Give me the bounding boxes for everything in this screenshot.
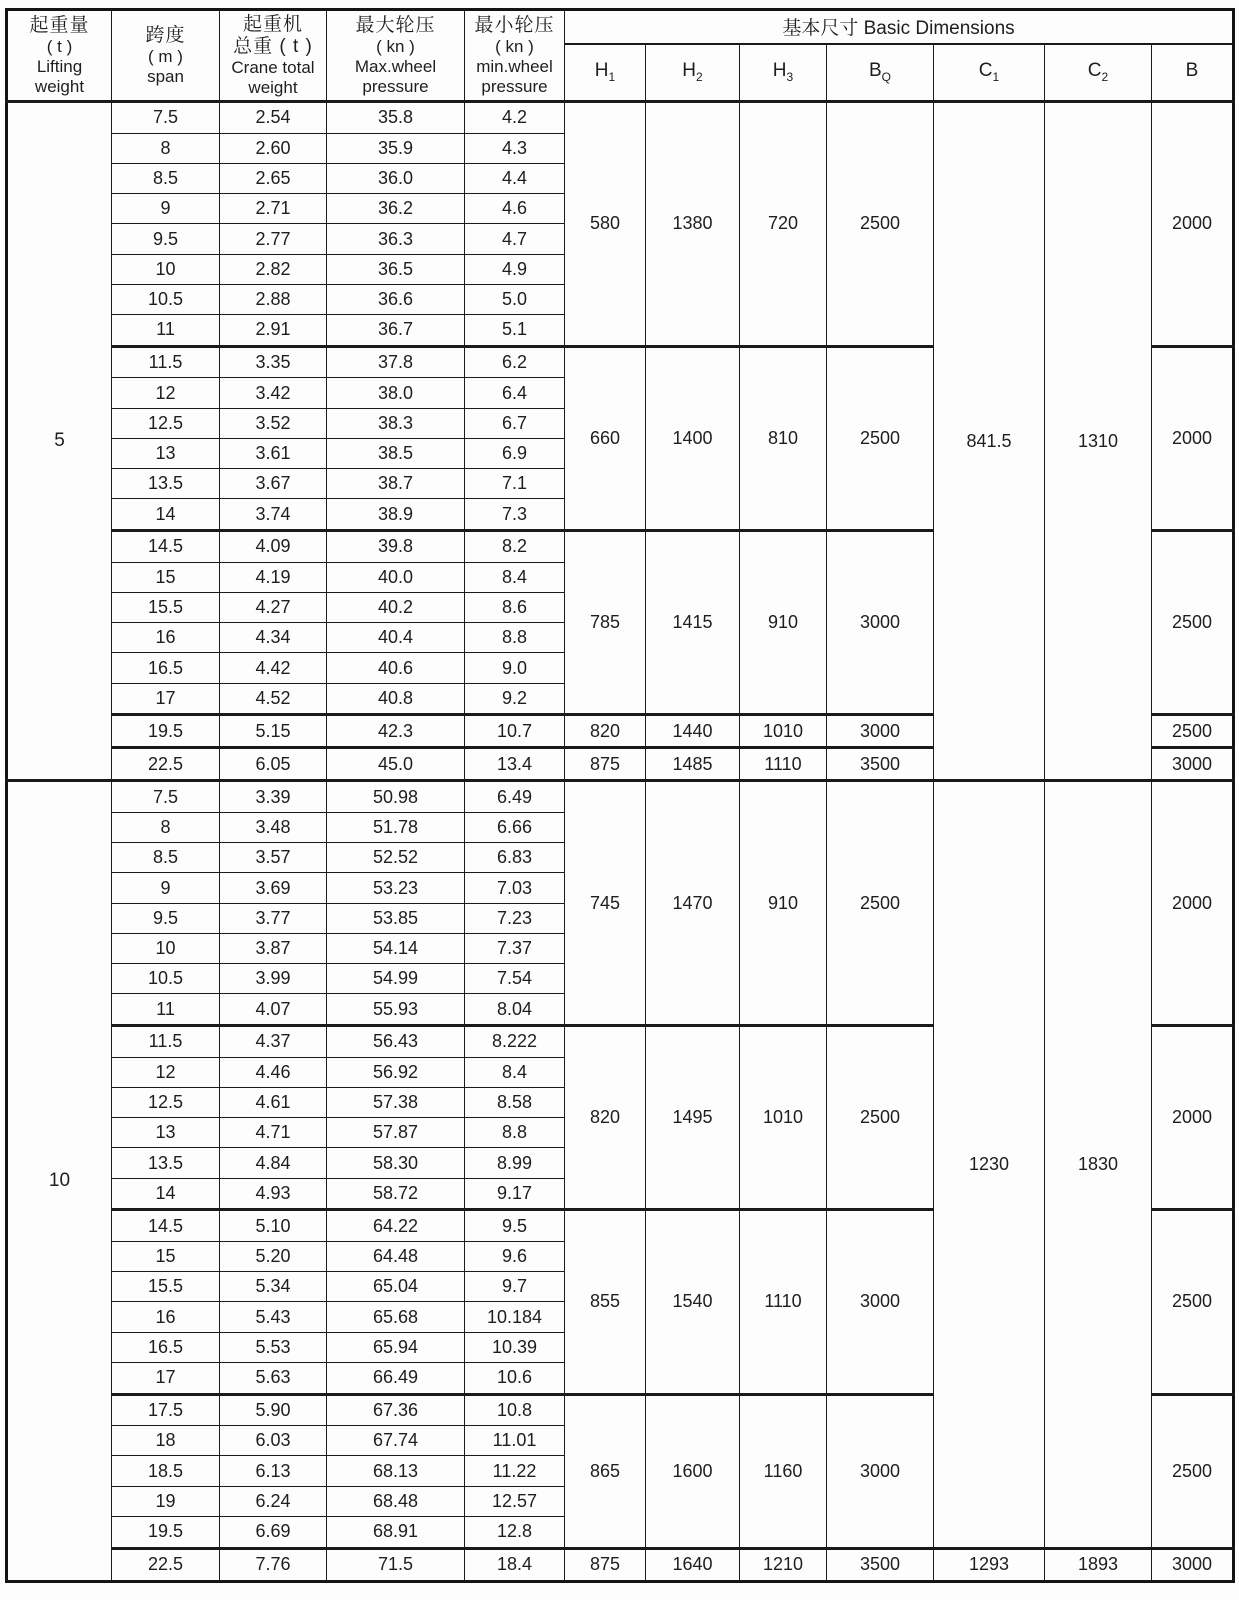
header-crane-total-weight-unit: 总重 ( t ) <box>233 35 313 57</box>
header-crane-total-weight <box>220 10 327 102</box>
cell-crane-total-weight: 3.52 <box>220 408 327 438</box>
cell-min-wheel-pressure: 5.1 <box>465 315 565 347</box>
header-min-wheel-en1: min.wheel <box>476 57 553 77</box>
cell-h2: 1600 <box>646 1394 740 1548</box>
cell-h1: 580 <box>565 102 646 347</box>
header-lifting-weight-unit: ( t ) <box>46 37 73 57</box>
cell-min-wheel-pressure: 10.7 <box>465 715 565 748</box>
cell-min-wheel-pressure: 10.6 <box>465 1362 565 1394</box>
cell-span: 16 <box>112 623 220 653</box>
header-min-wheel-zh: 最小轮压 <box>474 14 555 36</box>
cell-crane-total-weight: 4.61 <box>220 1087 327 1117</box>
cell-span: 11.5 <box>112 1026 220 1058</box>
cell-b: 3000 <box>1152 748 1234 781</box>
cell-crane-total-weight: 5.53 <box>220 1332 327 1362</box>
cell-span: 17 <box>112 683 220 715</box>
cell-min-wheel-pressure: 12.57 <box>465 1486 565 1516</box>
cell-max-wheel-pressure: 40.6 <box>327 653 465 683</box>
cell-max-wheel-pressure: 57.38 <box>327 1087 465 1117</box>
cell-span: 13 <box>112 1118 220 1148</box>
cell-span: 8.5 <box>112 843 220 873</box>
cell-min-wheel-pressure: 4.4 <box>465 163 565 193</box>
cell-max-wheel-pressure: 66.49 <box>327 1362 465 1394</box>
cell-span: 17 <box>112 1362 220 1394</box>
cell-span: 13.5 <box>112 1148 220 1178</box>
header-span-unit: ( m ) <box>148 46 183 66</box>
cell-h2: 1495 <box>646 1026 740 1210</box>
cell-bq: 2500 <box>827 1026 934 1210</box>
cell-h2: 1485 <box>646 748 740 781</box>
cell-min-wheel-pressure: 6.49 <box>465 781 565 813</box>
header-crane-total-weight-zh: 起重机 <box>242 13 303 35</box>
cell-span: 8 <box>112 133 220 163</box>
cell-min-wheel-pressure: 6.66 <box>465 812 565 842</box>
cell-h3: 1110 <box>740 1210 827 1394</box>
cell-span: 22.5 <box>112 1548 220 1582</box>
cell-min-wheel-pressure: 6.7 <box>465 408 565 438</box>
cell-min-wheel-pressure: 8.8 <box>465 623 565 653</box>
cell-b: 2500 <box>1152 1394 1234 1548</box>
header-c1: $C_1$ <box>934 44 1045 102</box>
cell-crane-total-weight: 2.65 <box>220 163 327 193</box>
cell-span: 22.5 <box>112 748 220 781</box>
header-basic-dimensions: 基本尺寸 Basic Dimensions <box>565 10 1234 44</box>
cell-max-wheel-pressure: 57.87 <box>327 1118 465 1148</box>
cell-max-wheel-pressure: 65.94 <box>327 1332 465 1362</box>
header-lifting-weight-en2: weight <box>34 76 85 96</box>
header-h1: $H_1$ <box>565 44 646 102</box>
cell-c2: 1830 <box>1045 781 1152 1548</box>
cell-h2: 1540 <box>646 1210 740 1394</box>
cell-min-wheel-pressure: 7.3 <box>465 499 565 531</box>
cell-h2: 1640 <box>646 1548 740 1582</box>
cell-max-wheel-pressure: 64.22 <box>327 1210 465 1242</box>
header-min-wheel-pressure <box>465 10 565 102</box>
cell-min-wheel-pressure: 5.0 <box>465 284 565 314</box>
cell-crane-total-weight: 5.34 <box>220 1272 327 1302</box>
cell-bq: 3000 <box>827 1394 934 1548</box>
cell-max-wheel-pressure: 36.5 <box>327 254 465 284</box>
cell-crane-total-weight: 6.13 <box>220 1456 327 1486</box>
cell-min-wheel-pressure: 7.37 <box>465 933 565 963</box>
cell-crane-total-weight: 2.91 <box>220 315 327 347</box>
cell-span: 15 <box>112 1241 220 1271</box>
cell-crane-total-weight: 5.15 <box>220 715 327 748</box>
header-bq: $B_Q$ <box>827 44 934 102</box>
cell-min-wheel-pressure: 6.4 <box>465 378 565 408</box>
cell-max-wheel-pressure: 56.43 <box>327 1026 465 1058</box>
cell-crane-total-weight: 4.84 <box>220 1148 327 1178</box>
cell-min-wheel-pressure: 18.4 <box>465 1548 565 1582</box>
cell-span: 19.5 <box>112 1516 220 1548</box>
header-crane-total-weight-en1: Crane total <box>231 58 315 78</box>
cell-span: 15 <box>112 562 220 592</box>
cell-crane-total-weight: 5.43 <box>220 1302 327 1332</box>
cell-span: 12 <box>112 378 220 408</box>
cell-max-wheel-pressure: 68.91 <box>327 1516 465 1548</box>
header-max-wheel-unit: ( kn ) <box>376 37 415 57</box>
header-max-wheel-pressure <box>327 10 465 102</box>
cell-span: 12 <box>112 1057 220 1087</box>
cell-min-wheel-pressure: 11.22 <box>465 1456 565 1486</box>
header-span <box>112 10 220 102</box>
cell-b: 2500 <box>1152 531 1234 715</box>
cell-h2: 1415 <box>646 531 740 715</box>
cell-max-wheel-pressure: 53.85 <box>327 903 465 933</box>
cell-span: 18 <box>112 1426 220 1456</box>
cell-span: 8.5 <box>112 163 220 193</box>
cell-max-wheel-pressure: 36.0 <box>327 163 465 193</box>
cell-max-wheel-pressure: 38.7 <box>327 469 465 499</box>
cell-span: 16.5 <box>112 1332 220 1362</box>
cell-crane-total-weight: 3.61 <box>220 438 327 468</box>
cell-span: 19.5 <box>112 715 220 748</box>
cell-span: 11 <box>112 994 220 1026</box>
cell-max-wheel-pressure: 56.92 <box>327 1057 465 1087</box>
cell-h3: 1210 <box>740 1548 827 1582</box>
cell-c1: 1293 <box>934 1548 1045 1582</box>
cell-span: 10 <box>112 933 220 963</box>
cell-crane-total-weight: 6.05 <box>220 748 327 781</box>
header-min-wheel-en2: pressure <box>481 76 548 96</box>
header-span-zh: 跨度 <box>145 24 186 46</box>
cell-min-wheel-pressure: 4.2 <box>465 102 565 134</box>
cell-h2: 1470 <box>646 781 740 1026</box>
cell-span: 7.5 <box>112 102 220 134</box>
cell-span: 13.5 <box>112 469 220 499</box>
cell-span: 10.5 <box>112 964 220 994</box>
cell-crane-total-weight: 4.93 <box>220 1178 327 1210</box>
cell-span: 16.5 <box>112 653 220 683</box>
cell-min-wheel-pressure: 8.6 <box>465 592 565 622</box>
cell-bq: 3500 <box>827 1548 934 1582</box>
header-h2: $H_2$ <box>646 44 740 102</box>
crane-spec-table <box>5 8 1235 1583</box>
cell-min-wheel-pressure: 6.2 <box>465 346 565 378</box>
cell-b: 2500 <box>1152 715 1234 748</box>
cell-min-wheel-pressure: 6.9 <box>465 438 565 468</box>
cell-crane-total-weight: 2.82 <box>220 254 327 284</box>
header-h3: $H_3$ <box>740 44 827 102</box>
cell-crane-total-weight: 4.42 <box>220 653 327 683</box>
cell-min-wheel-pressure: 9.0 <box>465 653 565 683</box>
header-lifting-weight <box>7 10 112 102</box>
cell-min-wheel-pressure: 9.5 <box>465 1210 565 1242</box>
cell-c1: 1230 <box>934 781 1045 1548</box>
cell-max-wheel-pressure: 51.78 <box>327 812 465 842</box>
cell-h3: 910 <box>740 531 827 715</box>
cell-span: 12.5 <box>112 408 220 438</box>
cell-min-wheel-pressure: 7.1 <box>465 469 565 499</box>
cell-min-wheel-pressure: 4.6 <box>465 194 565 224</box>
cell-c2: 1893 <box>1045 1548 1152 1582</box>
cell-span: 9 <box>112 194 220 224</box>
cell-max-wheel-pressure: 42.3 <box>327 715 465 748</box>
cell-min-wheel-pressure: 10.8 <box>465 1394 565 1426</box>
cell-crane-total-weight: 7.76 <box>220 1548 327 1582</box>
cell-max-wheel-pressure: 38.0 <box>327 378 465 408</box>
cell-max-wheel-pressure: 53.23 <box>327 873 465 903</box>
cell-b: 2000 <box>1152 346 1234 530</box>
cell-min-wheel-pressure: 7.03 <box>465 873 565 903</box>
cell-crane-total-weight: 2.71 <box>220 194 327 224</box>
cell-span: 18.5 <box>112 1456 220 1486</box>
header-row-top <box>7 10 1234 44</box>
cell-span: 13 <box>112 438 220 468</box>
cell-crane-total-weight: 2.54 <box>220 102 327 134</box>
cell-max-wheel-pressure: 45.0 <box>327 748 465 781</box>
cell-min-wheel-pressure: 8.8 <box>465 1118 565 1148</box>
cell-h1: 875 <box>565 1548 646 1582</box>
cell-span: 19 <box>112 1486 220 1516</box>
cell-h1: 865 <box>565 1394 646 1548</box>
cell-crane-total-weight: 3.77 <box>220 903 327 933</box>
header-crane-total-weight-en2: weight <box>248 77 298 97</box>
cell-crane-total-weight: 3.99 <box>220 964 327 994</box>
cell-bq: 2500 <box>827 346 934 530</box>
cell-min-wheel-pressure: 8.4 <box>465 562 565 592</box>
cell-crane-total-weight: 5.10 <box>220 1210 327 1242</box>
cell-max-wheel-pressure: 64.48 <box>327 1241 465 1271</box>
cell-crane-total-weight: 2.88 <box>220 284 327 314</box>
cell-lifting-weight: 10 <box>7 781 112 1582</box>
cell-h3: 1010 <box>740 1026 827 1210</box>
cell-h3: 810 <box>740 346 827 530</box>
cell-crane-total-weight: 5.90 <box>220 1394 327 1426</box>
cell-min-wheel-pressure: 12.8 <box>465 1516 565 1548</box>
cell-span: 14 <box>112 499 220 531</box>
cell-min-wheel-pressure: 9.7 <box>465 1272 565 1302</box>
cell-h3: 1110 <box>740 748 827 781</box>
cell-h3: 910 <box>740 781 827 1026</box>
cell-bq: 3000 <box>827 1210 934 1394</box>
cell-min-wheel-pressure: 8.4 <box>465 1057 565 1087</box>
cell-min-wheel-pressure: 8.2 <box>465 531 565 563</box>
cell-max-wheel-pressure: 36.2 <box>327 194 465 224</box>
header-lifting-weight-zh: 起重量 <box>29 14 90 36</box>
cell-crane-total-weight: 6.03 <box>220 1426 327 1456</box>
cell-min-wheel-pressure: 8.58 <box>465 1087 565 1117</box>
cell-crane-total-weight: 6.69 <box>220 1516 327 1548</box>
cell-crane-total-weight: 2.60 <box>220 133 327 163</box>
cell-max-wheel-pressure: 37.8 <box>327 346 465 378</box>
cell-min-wheel-pressure: 4.7 <box>465 224 565 254</box>
cell-span: 12.5 <box>112 1087 220 1117</box>
cell-min-wheel-pressure: 9.6 <box>465 1241 565 1271</box>
cell-min-wheel-pressure: 11.01 <box>465 1426 565 1456</box>
cell-max-wheel-pressure: 39.8 <box>327 531 465 563</box>
cell-crane-total-weight: 4.34 <box>220 623 327 653</box>
cell-max-wheel-pressure: 36.3 <box>327 224 465 254</box>
cell-max-wheel-pressure: 35.9 <box>327 133 465 163</box>
cell-span: 16 <box>112 1302 220 1332</box>
table-row <box>7 102 1234 134</box>
cell-crane-total-weight: 3.42 <box>220 378 327 408</box>
cell-max-wheel-pressure: 58.72 <box>327 1178 465 1210</box>
cell-span: 14.5 <box>112 531 220 563</box>
cell-max-wheel-pressure: 67.74 <box>327 1426 465 1456</box>
header-min-wheel-unit: ( kn ) <box>495 37 534 57</box>
cell-crane-total-weight: 6.24 <box>220 1486 327 1516</box>
cell-max-wheel-pressure: 40.0 <box>327 562 465 592</box>
cell-min-wheel-pressure: 4.3 <box>465 133 565 163</box>
cell-bq: 2500 <box>827 102 934 347</box>
cell-span: 15.5 <box>112 1272 220 1302</box>
cell-min-wheel-pressure: 10.39 <box>465 1332 565 1362</box>
cell-max-wheel-pressure: 40.4 <box>327 623 465 653</box>
cell-bq: 2500 <box>827 781 934 1026</box>
cell-lifting-weight: 5 <box>7 102 112 781</box>
cell-max-wheel-pressure: 54.14 <box>327 933 465 963</box>
cell-crane-total-weight: 4.52 <box>220 683 327 715</box>
cell-span: 14.5 <box>112 1210 220 1242</box>
cell-min-wheel-pressure: 10.184 <box>465 1302 565 1332</box>
cell-max-wheel-pressure: 58.30 <box>327 1148 465 1178</box>
cell-crane-total-weight: 3.48 <box>220 812 327 842</box>
cell-crane-total-weight: 3.74 <box>220 499 327 531</box>
cell-b: 2000 <box>1152 781 1234 1026</box>
cell-min-wheel-pressure: 9.2 <box>465 683 565 715</box>
cell-h2: 1380 <box>646 102 740 347</box>
cell-h3: 1160 <box>740 1394 827 1548</box>
header-max-wheel-zh: 最大轮压 <box>355 14 436 36</box>
cell-bq: 3500 <box>827 748 934 781</box>
cell-crane-total-weight: 4.19 <box>220 562 327 592</box>
cell-min-wheel-pressure: 8.222 <box>465 1026 565 1058</box>
cell-max-wheel-pressure: 38.3 <box>327 408 465 438</box>
table-row <box>7 781 1234 813</box>
cell-min-wheel-pressure: 9.17 <box>465 1178 565 1210</box>
cell-h2: 1440 <box>646 715 740 748</box>
cell-h2: 1400 <box>646 346 740 530</box>
cell-span: 17.5 <box>112 1394 220 1426</box>
cell-max-wheel-pressure: 50.98 <box>327 781 465 813</box>
cell-c1: 841.5 <box>934 102 1045 781</box>
cell-span: 11.5 <box>112 346 220 378</box>
cell-min-wheel-pressure: 4.9 <box>465 254 565 284</box>
cell-crane-total-weight: 4.71 <box>220 1118 327 1148</box>
cell-span: 9.5 <box>112 903 220 933</box>
cell-crane-total-weight: 5.20 <box>220 1241 327 1271</box>
cell-h1: 785 <box>565 531 646 715</box>
cell-crane-total-weight: 3.57 <box>220 843 327 873</box>
cell-max-wheel-pressure: 68.48 <box>327 1486 465 1516</box>
cell-h1: 660 <box>565 346 646 530</box>
cell-max-wheel-pressure: 40.8 <box>327 683 465 715</box>
cell-min-wheel-pressure: 13.4 <box>465 748 565 781</box>
cell-max-wheel-pressure: 65.04 <box>327 1272 465 1302</box>
cell-crane-total-weight: 4.09 <box>220 531 327 563</box>
cell-max-wheel-pressure: 68.13 <box>327 1456 465 1486</box>
cell-max-wheel-pressure: 38.5 <box>327 438 465 468</box>
cell-crane-total-weight: 4.37 <box>220 1026 327 1058</box>
cell-crane-total-weight: 4.27 <box>220 592 327 622</box>
cell-span: 10.5 <box>112 284 220 314</box>
cell-h3: 720 <box>740 102 827 347</box>
cell-min-wheel-pressure: 7.23 <box>465 903 565 933</box>
cell-span: 10 <box>112 254 220 284</box>
cell-min-wheel-pressure: 6.83 <box>465 843 565 873</box>
cell-crane-total-weight: 3.87 <box>220 933 327 963</box>
cell-h1: 745 <box>565 781 646 1026</box>
cell-min-wheel-pressure: 7.54 <box>465 964 565 994</box>
header-lifting-weight-en1: Lifting <box>36 57 83 77</box>
cell-max-wheel-pressure: 36.6 <box>327 284 465 314</box>
cell-crane-total-weight: 3.39 <box>220 781 327 813</box>
cell-crane-total-weight: 2.77 <box>220 224 327 254</box>
cell-span: 15.5 <box>112 592 220 622</box>
cell-span: 9.5 <box>112 224 220 254</box>
cell-span: 9 <box>112 873 220 903</box>
cell-max-wheel-pressure: 36.7 <box>327 315 465 347</box>
header-c2: $C_2$ <box>1045 44 1152 102</box>
cell-b: 2500 <box>1152 1210 1234 1394</box>
cell-min-wheel-pressure: 8.99 <box>465 1148 565 1178</box>
cell-crane-total-weight: 3.35 <box>220 346 327 378</box>
header-max-wheel-en1: Max.wheel <box>354 57 437 77</box>
cell-max-wheel-pressure: 52.52 <box>327 843 465 873</box>
cell-crane-total-weight: 4.46 <box>220 1057 327 1087</box>
cell-max-wheel-pressure: 67.36 <box>327 1394 465 1426</box>
cell-h1: 875 <box>565 748 646 781</box>
cell-span: 14 <box>112 1178 220 1210</box>
cell-h3: 1010 <box>740 715 827 748</box>
cell-bq: 3000 <box>827 715 934 748</box>
cell-max-wheel-pressure: 65.68 <box>327 1302 465 1332</box>
cell-span: 8 <box>112 812 220 842</box>
cell-h1: 820 <box>565 715 646 748</box>
header-b: B <box>1152 44 1234 102</box>
cell-crane-total-weight: 3.69 <box>220 873 327 903</box>
cell-max-wheel-pressure: 35.8 <box>327 102 465 134</box>
cell-h1: 820 <box>565 1026 646 1210</box>
cell-crane-total-weight: 3.67 <box>220 469 327 499</box>
cell-h1: 855 <box>565 1210 646 1394</box>
cell-min-wheel-pressure: 8.04 <box>465 994 565 1026</box>
cell-c2: 1310 <box>1045 102 1152 781</box>
cell-span: 11 <box>112 315 220 347</box>
cell-crane-total-weight: 4.07 <box>220 994 327 1026</box>
cell-crane-total-weight: 5.63 <box>220 1362 327 1394</box>
header-span-en: span <box>147 66 184 86</box>
cell-span: 7.5 <box>112 781 220 813</box>
cell-bq: 3000 <box>827 531 934 715</box>
cell-b: 2000 <box>1152 1026 1234 1210</box>
cell-b: 3000 <box>1152 1548 1234 1582</box>
cell-max-wheel-pressure: 71.5 <box>327 1548 465 1582</box>
cell-max-wheel-pressure: 54.99 <box>327 964 465 994</box>
cell-max-wheel-pressure: 40.2 <box>327 592 465 622</box>
table-row <box>7 1548 1234 1582</box>
cell-b: 2000 <box>1152 102 1234 347</box>
header-max-wheel-en2: pressure <box>362 76 429 96</box>
cell-max-wheel-pressure: 38.9 <box>327 499 465 531</box>
cell-max-wheel-pressure: 55.93 <box>327 994 465 1026</box>
